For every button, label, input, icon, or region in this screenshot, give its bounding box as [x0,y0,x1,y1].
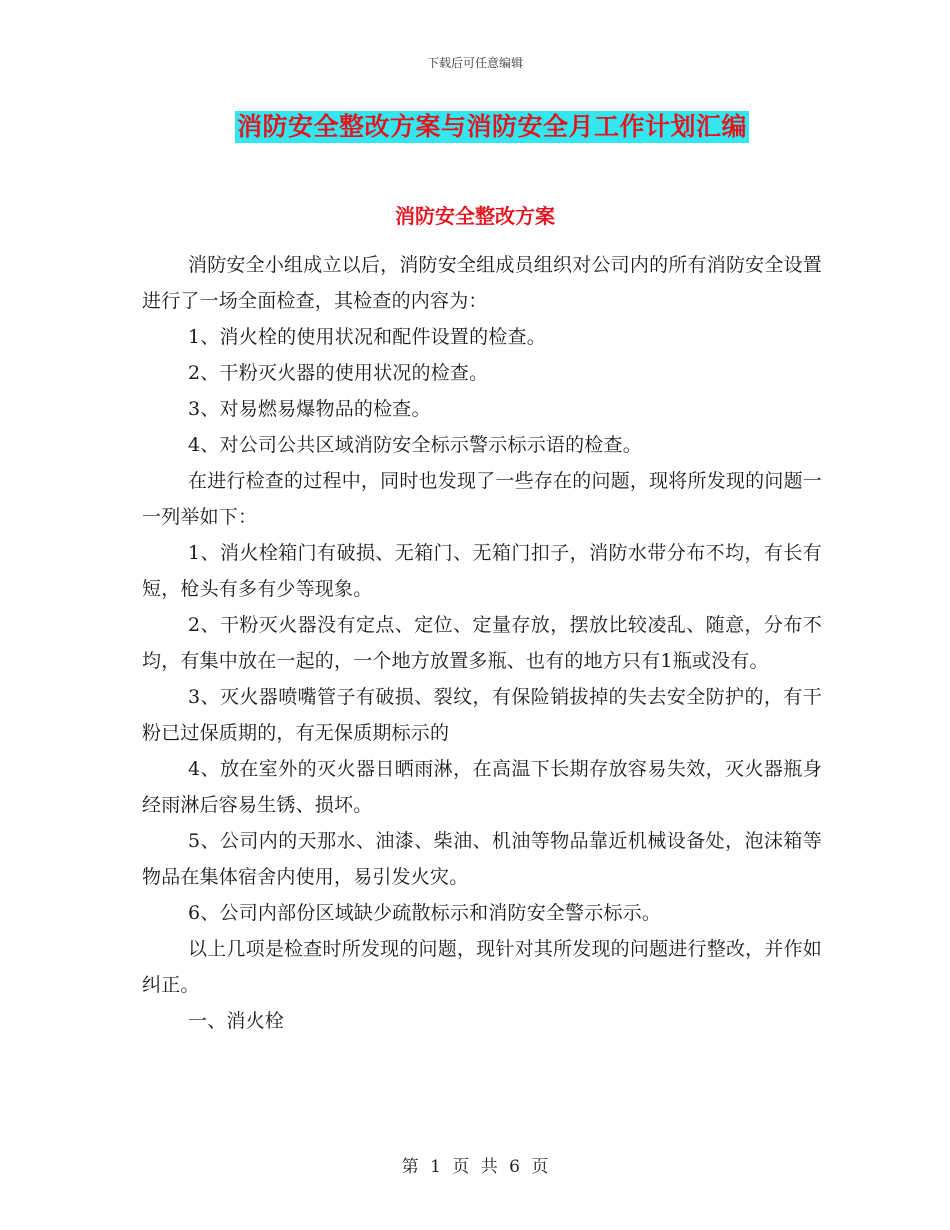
paragraph: 以上几项是检查时所发现的问题，现针对其所发现的问题进行整改，并作如纠正。 [142,938,822,996]
list-item: 5、公司内的天那水、油漆、柴油、机油等物品靠近机械设备处，泡沫箱等物品在集体宿舍内使用，易引发火灾。 [142,830,822,888]
section-title: 消防安全整改方案 [395,204,555,228]
page-footer: 第 1 页 共 6 页 [401,1157,549,1177]
list-item: 4、对公司公共区域消防安全标示警示标示语的检查。 [188,434,642,456]
list-item: 2、干粉灭火器没有定点、定位、定量存放，摆放比较凌乱、随意，分布不均，有集中放在一起的，一个地方放置多瓶、也有的地方只有1瓶或没有。 [142,614,822,672]
list-item: 2、干粉灭火器的使用状况的检查。 [188,362,489,384]
subsection-heading: 一、消火栓 [188,1010,285,1032]
paragraph: 在进行检查的过程中，同时也发现了一些存在的问题，现将所发现的问题一一列举如下： [142,470,822,528]
body-text [142,247,822,1039]
list-item: 1、消火栓箱门有破损、无箱门、无箱门扣子，消防水带分布不均，有长有短，枪头有多有少等现象。 [142,542,822,600]
list-item: 4、放在室外的灭火器日晒雨淋，在高温下长期存放容易失效，灭火器瓶身经雨淋后容易生锈、损坏。 [142,758,822,816]
list-item: 3、灭火器喷嘴管子有破损、裂纹，有保险销拔掉的失去安全防护的，有干粉已过保质期的，有无保质期标示的 [142,686,822,744]
document-title: 消防安全整改方案与消防安全月工作计划汇编 [237,112,748,141]
list-item: 1、消火栓的使用状况和配件设置的检查。 [188,326,546,348]
list-item: 6、公司内部份区域缺少疏散标示和消防安全警示标示。 [188,902,662,924]
list-item: 3、对易燃易爆物品的检查。 [188,398,431,420]
paragraph: 消防安全小组成立以后，消防安全组成员组织对公司内的所有消防安全设置进行了一场全面检查，其检查的内容为： [142,254,822,312]
page-header: 下载后可任意编辑 [426,56,523,70]
